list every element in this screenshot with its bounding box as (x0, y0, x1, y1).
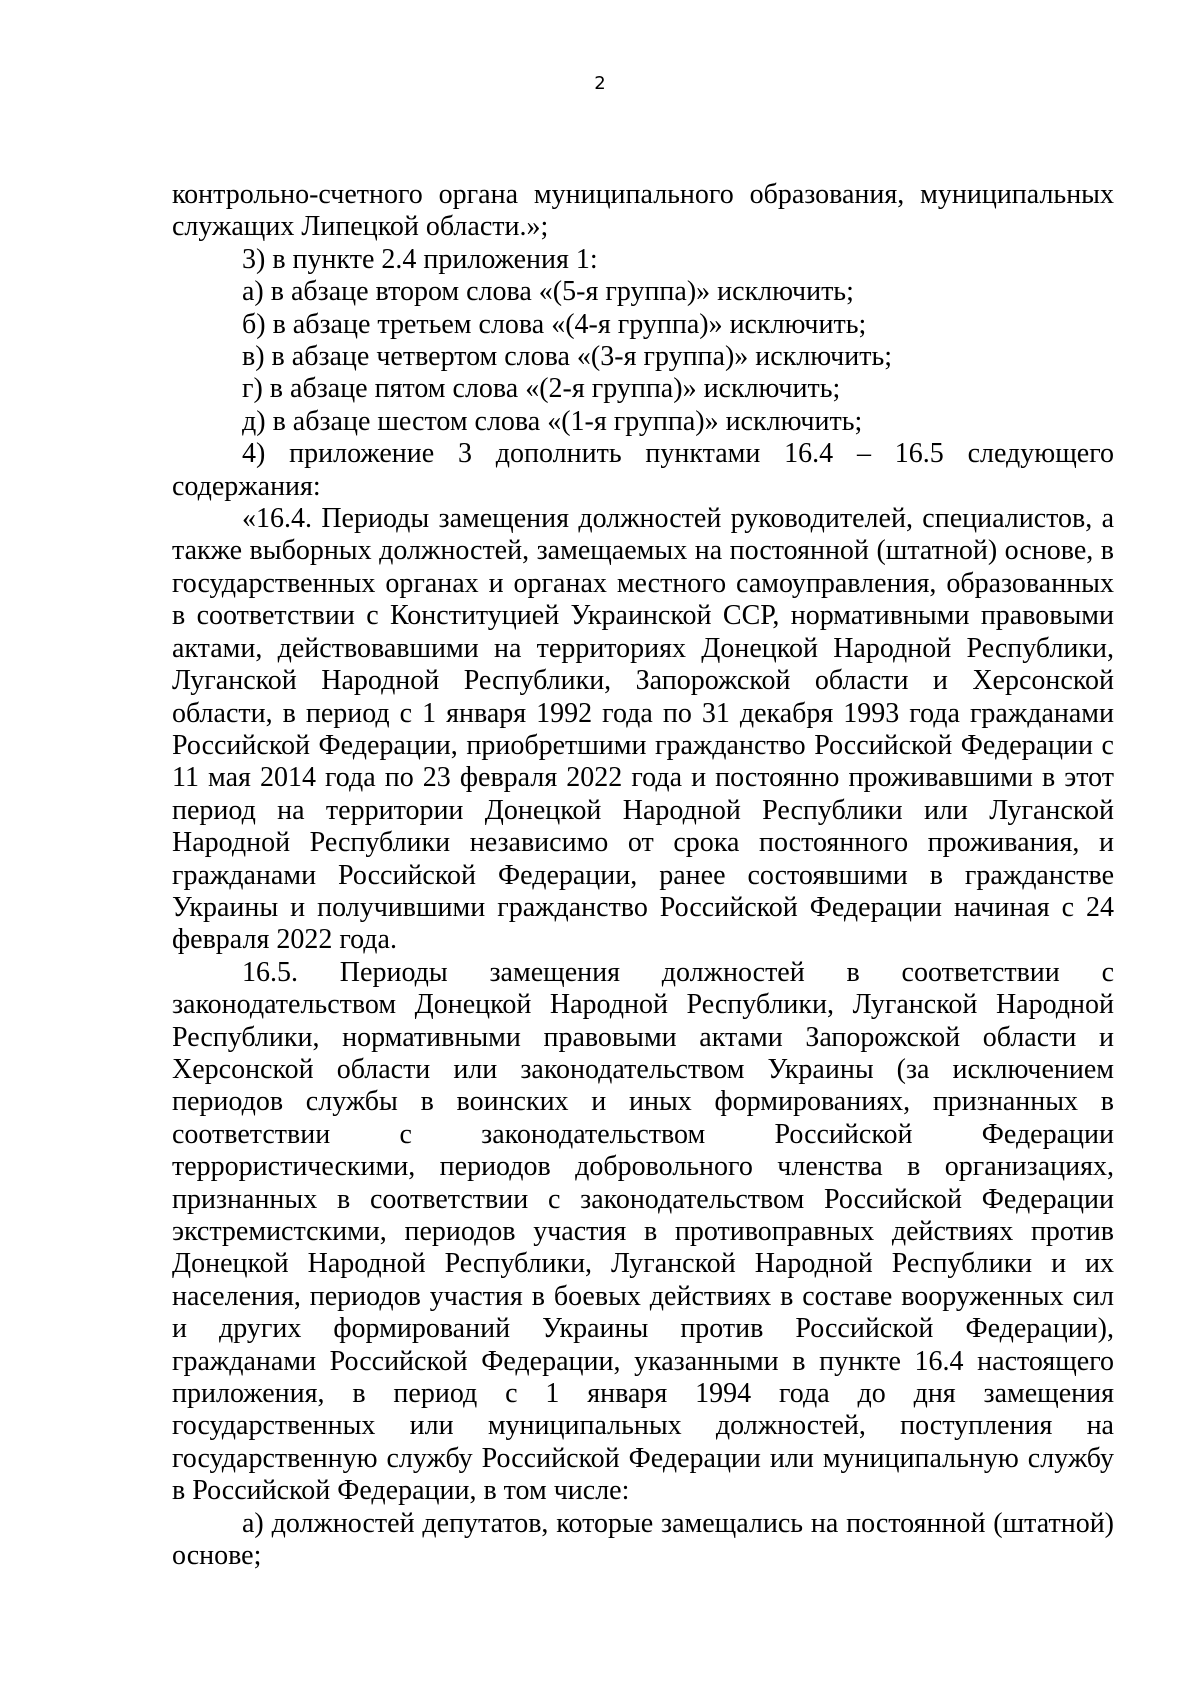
paragraph-subitem-b: б) в абзаце третьем слова «(4-я группа)» исключить; (242, 308, 867, 340)
document-body (172, 179, 1114, 1572)
paragraph-continuation: контрольно-счетного органа муниципального образования, муниципальных служащих Липецкой области.»; (172, 179, 1114, 243)
paragraph-clause-16-4: «16.4. Периоды замещения должностей руководителей, специалистов, а также выборных должностей, замещаемых на постоянной (штатной) основе, в государственных органах и органах местного самоуправления, образованных в соответствии с Конституцией Украинской ССР, нормативными правовыми актами, действовавшими на территориях Донецкой Народной Республики, Луганской Народной Республики, Запорожской области и Херсонской области, в период с 1 января 1992 года по 31 декабря 1993 года гражданами Российской Федерации, приобретшими гражданство Российской Федерации с 11 мая 2014 года по 23 февраля 2022 года и постоянно проживавшими в этот период на территории Донецкой Народной Республики или Луганской Народной Республики независимо от срока постоянного проживания, и гражданами Российской Федерации, ранее состоявшими в гражданстве Украины и получившими гражданство Российской Федерации начиная с 24 февраля 2022 года. (172, 503, 1114, 956)
paragraph-subitem-d: д) в абзаце шестом слова «(1-я группа)» исключить; (242, 405, 863, 437)
page-number: 2 (594, 73, 606, 94)
paragraph-item-3: 3) в пункте 2.4 приложения 1: (242, 243, 598, 275)
paragraph-clause-16-5-a: а) должностей депутатов, которые замещались на постоянной (штатной) основе; (172, 1507, 1114, 1572)
paragraph-subitem-v: в) в абзаце четвертом слова «(3-я группа)» исключить; (242, 341, 892, 373)
paragraph-item-4: 4) приложение 3 дополнить пунктами 16.4 – 16.5 следующего содержания: (172, 438, 1114, 502)
paragraph-clause-16-5: 16.5. Периоды замещения должностей в соответствии с законодательством Донецкой Народной Республики, Луганской Народной Республики, нормативными правовыми актами Запорожской области и Херсонской области или законодательством Украины (за исключением периодов службы в воинских и иных формированиях, признанных в соответствии с законодательством Российской Федерации террористическими, периодов добровольного членства в организациях, признанных в соответствии с законодательством Российской Федерации экстремистскими, периодов участия в противоправных действиях против Донецкой Народной Республики, Луганской Народной Республики и их населения, периодов участия в боевых действиях в составе вооруженных сил и других формирований Украины против Российской Федерации), гражданами Российской Федерации, указанными в пункте 16.4 настоящего приложения, в период с 1 января 1994 года до дня замещения государственных или муниципальных должностей, поступления на государственную службу Российской Федерации или муниципальную службу в Российской Федерации, в том числе: (172, 956, 1114, 1507)
paragraph-subitem-a: а) в абзаце втором слова «(5-я группа)» исключить; (242, 276, 854, 308)
paragraph-subitem-g: г) в абзаце пятом слова «(2-я группа)» исключить; (242, 373, 841, 405)
